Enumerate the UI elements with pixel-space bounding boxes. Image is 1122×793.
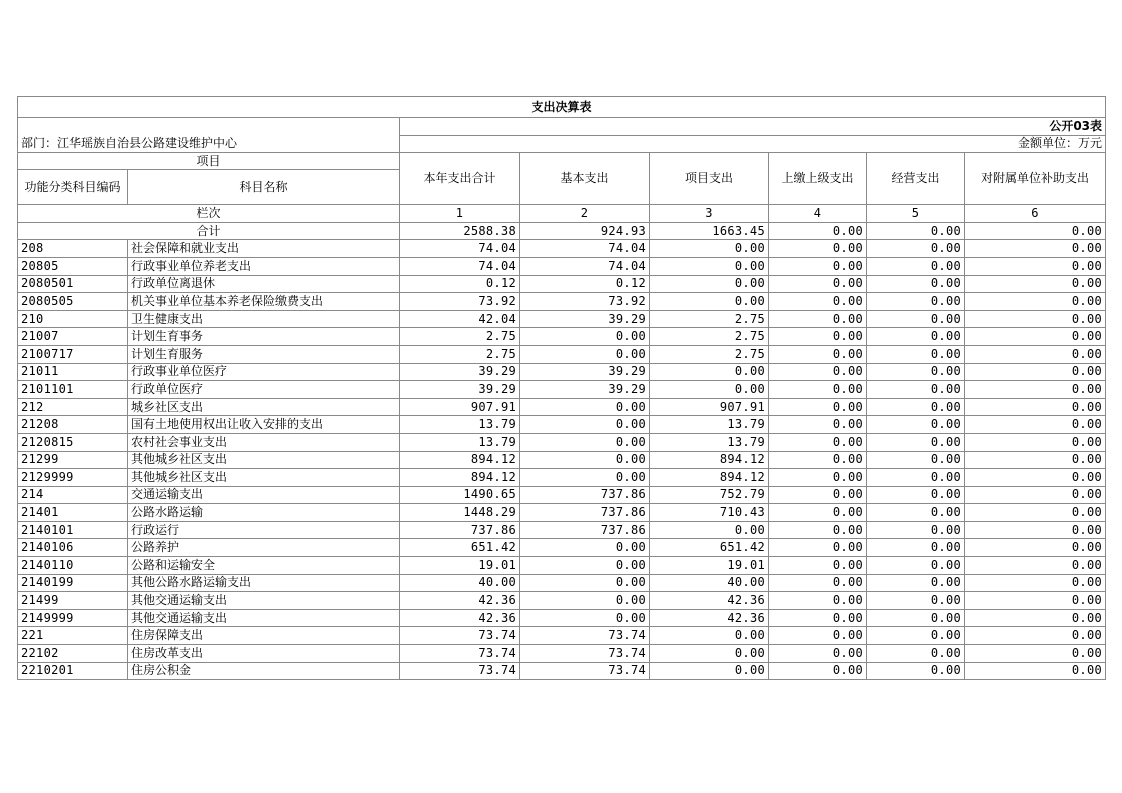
row-code: 2100717 bbox=[18, 345, 128, 363]
row-value: 0.00 bbox=[769, 398, 867, 416]
table-row bbox=[18, 310, 1106, 328]
row-value: 0.00 bbox=[965, 469, 1106, 487]
row-value: 0.00 bbox=[769, 416, 867, 434]
table-row bbox=[18, 433, 1106, 451]
row-value: 0.00 bbox=[650, 662, 769, 680]
row-value: 0.00 bbox=[867, 328, 965, 346]
row-value: 0.00 bbox=[867, 662, 965, 680]
row-value: 0.00 bbox=[769, 451, 867, 469]
table-row bbox=[18, 275, 1106, 293]
row-value: 0.00 bbox=[650, 645, 769, 663]
table-row bbox=[18, 609, 1106, 627]
row-code: 2140110 bbox=[18, 557, 128, 575]
row-value: 0.00 bbox=[867, 293, 965, 311]
row-value: 42.36 bbox=[400, 592, 520, 610]
total-label: 合计 bbox=[18, 222, 400, 240]
row-value: 0.00 bbox=[965, 310, 1106, 328]
row-value: 0.00 bbox=[520, 574, 650, 592]
row-value: 0.00 bbox=[965, 275, 1106, 293]
row-code: 21299 bbox=[18, 451, 128, 469]
table-row bbox=[18, 328, 1106, 346]
row-name: 公路水路运输 bbox=[128, 504, 400, 522]
row-value: 73.74 bbox=[520, 645, 650, 663]
index-num: 1 bbox=[400, 205, 520, 223]
table-row bbox=[18, 257, 1106, 275]
row-name: 行政运行 bbox=[128, 521, 400, 539]
row-value: 0.00 bbox=[769, 275, 867, 293]
row-value: 1448.29 bbox=[400, 504, 520, 522]
row-name: 公路养护 bbox=[128, 539, 400, 557]
row-value: 0.00 bbox=[965, 539, 1106, 557]
row-value: 0.00 bbox=[520, 451, 650, 469]
row-value: 0.00 bbox=[965, 609, 1106, 627]
index-num: 4 bbox=[769, 205, 867, 223]
row-value: 0.00 bbox=[769, 557, 867, 575]
row-value: 0.00 bbox=[769, 363, 867, 381]
row-value: 13.79 bbox=[650, 433, 769, 451]
row-name: 其他交通运输支出 bbox=[128, 592, 400, 610]
row-value: 0.00 bbox=[867, 504, 965, 522]
table-row bbox=[18, 398, 1106, 416]
row-value: 0.00 bbox=[867, 645, 965, 663]
header-col-6: 对附属单位补助支出 bbox=[965, 153, 1106, 205]
row-code: 21499 bbox=[18, 592, 128, 610]
form-code: 公开03表 bbox=[400, 118, 1106, 136]
index-num: 2 bbox=[520, 205, 650, 223]
row-name: 行政单位医疗 bbox=[128, 381, 400, 399]
index-num: 3 bbox=[650, 205, 769, 223]
table-row bbox=[18, 293, 1106, 311]
row-value: 0.00 bbox=[867, 275, 965, 293]
row-value: 0.00 bbox=[769, 310, 867, 328]
row-code: 2149999 bbox=[18, 609, 128, 627]
row-value: 74.04 bbox=[400, 240, 520, 258]
row-value: 894.12 bbox=[650, 451, 769, 469]
row-name: 卫生健康支出 bbox=[128, 310, 400, 328]
total-value: 924.93 bbox=[520, 222, 650, 240]
row-value: 0.00 bbox=[867, 398, 965, 416]
row-value: 13.79 bbox=[650, 416, 769, 434]
row-code: 212 bbox=[18, 398, 128, 416]
row-value: 73.74 bbox=[520, 662, 650, 680]
row-value: 0.00 bbox=[965, 557, 1106, 575]
header-col-2: 基本支出 bbox=[520, 153, 650, 205]
row-value: 0.00 bbox=[520, 557, 650, 575]
row-code: 2210201 bbox=[18, 662, 128, 680]
row-value: 42.36 bbox=[400, 609, 520, 627]
expenditure-statement-sheet bbox=[17, 96, 1105, 680]
row-value: 0.00 bbox=[520, 328, 650, 346]
row-code: 221 bbox=[18, 627, 128, 645]
row-value: 0.00 bbox=[867, 416, 965, 434]
row-value: 0.00 bbox=[769, 240, 867, 258]
row-value: 0.00 bbox=[769, 345, 867, 363]
row-value: 2.75 bbox=[650, 345, 769, 363]
row-code: 22102 bbox=[18, 645, 128, 663]
table-row bbox=[18, 662, 1106, 680]
row-name: 社会保障和就业支出 bbox=[128, 240, 400, 258]
row-value: 0.00 bbox=[965, 293, 1106, 311]
row-code: 2080505 bbox=[18, 293, 128, 311]
table-row bbox=[18, 469, 1106, 487]
row-value: 74.04 bbox=[400, 257, 520, 275]
row-value: 0.00 bbox=[867, 240, 965, 258]
row-value: 0.00 bbox=[965, 662, 1106, 680]
row-value: 0.00 bbox=[520, 416, 650, 434]
row-name: 计划生育事务 bbox=[128, 328, 400, 346]
row-value: 0.00 bbox=[769, 521, 867, 539]
row-value: 0.00 bbox=[965, 257, 1106, 275]
row-value: 0.12 bbox=[400, 275, 520, 293]
row-value: 0.00 bbox=[769, 539, 867, 557]
department-label: 部门：江华瑶族自治县公路建设维护中心 bbox=[18, 135, 400, 153]
table-row bbox=[18, 486, 1106, 504]
row-value: 0.00 bbox=[520, 433, 650, 451]
row-name: 其他城乡社区支出 bbox=[128, 469, 400, 487]
row-code: 2140101 bbox=[18, 521, 128, 539]
row-value: 0.00 bbox=[867, 310, 965, 328]
table-row bbox=[18, 381, 1106, 399]
row-code: 2140199 bbox=[18, 574, 128, 592]
row-value: 0.12 bbox=[520, 275, 650, 293]
row-value: 2.75 bbox=[400, 328, 520, 346]
row-value: 74.04 bbox=[520, 240, 650, 258]
row-value: 894.12 bbox=[400, 469, 520, 487]
row-value: 0.00 bbox=[520, 469, 650, 487]
row-value: 0.00 bbox=[965, 381, 1106, 399]
row-code: 214 bbox=[18, 486, 128, 504]
row-name: 计划生育服务 bbox=[128, 345, 400, 363]
row-value: 73.74 bbox=[400, 662, 520, 680]
row-value: 0.00 bbox=[965, 433, 1106, 451]
row-value: 0.00 bbox=[520, 592, 650, 610]
row-value: 651.42 bbox=[400, 539, 520, 557]
index-num: 5 bbox=[867, 205, 965, 223]
row-code: 2129999 bbox=[18, 469, 128, 487]
row-value: 0.00 bbox=[769, 645, 867, 663]
row-code: 21007 bbox=[18, 328, 128, 346]
row-code: 2140106 bbox=[18, 539, 128, 557]
row-value: 0.00 bbox=[965, 521, 1106, 539]
row-value: 0.00 bbox=[867, 433, 965, 451]
row-value: 0.00 bbox=[769, 486, 867, 504]
row-value: 2.75 bbox=[400, 345, 520, 363]
row-value: 0.00 bbox=[867, 345, 965, 363]
row-value: 0.00 bbox=[650, 240, 769, 258]
header-col-5: 经营支出 bbox=[867, 153, 965, 205]
row-name: 城乡社区支出 bbox=[128, 398, 400, 416]
row-value: 0.00 bbox=[867, 257, 965, 275]
row-value: 651.42 bbox=[650, 539, 769, 557]
row-code: 2101101 bbox=[18, 381, 128, 399]
row-name: 交通运输支出 bbox=[128, 486, 400, 504]
row-name: 行政事业单位医疗 bbox=[128, 363, 400, 381]
row-value: 0.00 bbox=[520, 398, 650, 416]
row-value: 19.01 bbox=[650, 557, 769, 575]
row-value: 0.00 bbox=[965, 645, 1106, 663]
row-value: 0.00 bbox=[769, 504, 867, 522]
table-row bbox=[18, 557, 1106, 575]
total-value: 0.00 bbox=[965, 222, 1106, 240]
row-value: 752.79 bbox=[650, 486, 769, 504]
row-value: 0.00 bbox=[867, 627, 965, 645]
row-value: 73.74 bbox=[400, 645, 520, 663]
table-row bbox=[18, 539, 1106, 557]
row-name: 住房公积金 bbox=[128, 662, 400, 680]
index-num: 6 bbox=[965, 205, 1106, 223]
unit-label: 金额单位：万元 bbox=[400, 135, 1106, 153]
row-value: 0.00 bbox=[965, 574, 1106, 592]
row-value: 0.00 bbox=[867, 592, 965, 610]
row-value: 0.00 bbox=[867, 574, 965, 592]
row-value: 0.00 bbox=[769, 433, 867, 451]
table-row bbox=[18, 521, 1106, 539]
total-value: 0.00 bbox=[867, 222, 965, 240]
row-value: 737.86 bbox=[400, 521, 520, 539]
table-row bbox=[18, 345, 1106, 363]
row-value: 894.12 bbox=[650, 469, 769, 487]
row-value: 0.00 bbox=[769, 662, 867, 680]
header-name: 科目名称 bbox=[128, 170, 400, 205]
row-name: 机关事业单位基本养老保险缴费支出 bbox=[128, 293, 400, 311]
table-row bbox=[18, 451, 1106, 469]
table-row bbox=[18, 240, 1106, 258]
row-name: 住房保障支出 bbox=[128, 627, 400, 645]
row-name: 其他公路水路运输支出 bbox=[128, 574, 400, 592]
expenditure-table bbox=[17, 96, 1106, 680]
row-value: 2.75 bbox=[650, 310, 769, 328]
row-value: 0.00 bbox=[520, 539, 650, 557]
row-code: 21208 bbox=[18, 416, 128, 434]
row-value: 73.92 bbox=[400, 293, 520, 311]
row-code: 208 bbox=[18, 240, 128, 258]
header-code: 功能分类科目编码 bbox=[18, 170, 128, 205]
row-value: 0.00 bbox=[965, 486, 1106, 504]
row-value: 73.92 bbox=[520, 293, 650, 311]
row-value: 0.00 bbox=[867, 539, 965, 557]
row-value: 0.00 bbox=[769, 469, 867, 487]
row-code: 2120815 bbox=[18, 433, 128, 451]
row-value: 0.00 bbox=[769, 328, 867, 346]
row-value: 39.29 bbox=[400, 381, 520, 399]
row-name: 行政事业单位养老支出 bbox=[128, 257, 400, 275]
row-value: 907.91 bbox=[650, 398, 769, 416]
row-value: 0.00 bbox=[867, 363, 965, 381]
row-value: 0.00 bbox=[867, 381, 965, 399]
row-name: 住房改革支出 bbox=[128, 645, 400, 663]
total-value: 0.00 bbox=[769, 222, 867, 240]
row-name: 行政单位离退休 bbox=[128, 275, 400, 293]
row-value: 0.00 bbox=[650, 627, 769, 645]
row-name: 农村社会事业支出 bbox=[128, 433, 400, 451]
row-value: 73.74 bbox=[520, 627, 650, 645]
table-row bbox=[18, 504, 1106, 522]
row-value: 39.29 bbox=[520, 310, 650, 328]
row-value: 737.86 bbox=[520, 521, 650, 539]
row-value: 42.36 bbox=[650, 609, 769, 627]
total-row bbox=[18, 222, 1106, 240]
row-name: 国有土地使用权出让收入安排的支出 bbox=[128, 416, 400, 434]
row-value: 0.00 bbox=[965, 627, 1106, 645]
row-value: 894.12 bbox=[400, 451, 520, 469]
row-name: 其他交通运输支出 bbox=[128, 609, 400, 627]
row-value: 0.00 bbox=[520, 609, 650, 627]
row-value: 0.00 bbox=[650, 275, 769, 293]
header-col-1: 本年支出合计 bbox=[400, 153, 520, 205]
row-value: 0.00 bbox=[965, 328, 1106, 346]
header-col-4: 上缴上级支出 bbox=[769, 153, 867, 205]
row-value: 0.00 bbox=[867, 609, 965, 627]
row-value: 0.00 bbox=[769, 609, 867, 627]
row-value: 737.86 bbox=[520, 486, 650, 504]
row-code: 21011 bbox=[18, 363, 128, 381]
row-value: 2.75 bbox=[650, 328, 769, 346]
table-row bbox=[18, 416, 1106, 434]
total-value: 2588.38 bbox=[400, 222, 520, 240]
row-value: 0.00 bbox=[769, 381, 867, 399]
header-col-3: 项目支出 bbox=[650, 153, 769, 205]
row-value: 0.00 bbox=[867, 469, 965, 487]
row-value: 42.36 bbox=[650, 592, 769, 610]
row-value: 0.00 bbox=[867, 521, 965, 539]
index-label: 栏次 bbox=[18, 205, 400, 223]
row-code: 20805 bbox=[18, 257, 128, 275]
table-row bbox=[18, 645, 1106, 663]
row-value: 0.00 bbox=[965, 451, 1106, 469]
row-value: 0.00 bbox=[867, 451, 965, 469]
table-row bbox=[18, 574, 1106, 592]
total-value: 1663.45 bbox=[650, 222, 769, 240]
row-value: 0.00 bbox=[965, 240, 1106, 258]
table-row bbox=[18, 627, 1106, 645]
row-code: 2080501 bbox=[18, 275, 128, 293]
header-group-project: 项目 bbox=[18, 153, 400, 170]
row-value: 0.00 bbox=[965, 398, 1106, 416]
row-value: 0.00 bbox=[650, 363, 769, 381]
row-value: 0.00 bbox=[769, 592, 867, 610]
row-value: 1490.65 bbox=[400, 486, 520, 504]
row-value: 0.00 bbox=[650, 293, 769, 311]
row-name: 其他城乡社区支出 bbox=[128, 451, 400, 469]
row-value: 39.29 bbox=[520, 381, 650, 399]
table-row bbox=[18, 363, 1106, 381]
row-value: 0.00 bbox=[769, 293, 867, 311]
row-value: 13.79 bbox=[400, 416, 520, 434]
row-value: 0.00 bbox=[867, 557, 965, 575]
row-value: 0.00 bbox=[520, 345, 650, 363]
row-value: 0.00 bbox=[867, 486, 965, 504]
row-value: 0.00 bbox=[769, 257, 867, 275]
row-value: 42.04 bbox=[400, 310, 520, 328]
row-value: 907.91 bbox=[400, 398, 520, 416]
row-value: 0.00 bbox=[769, 627, 867, 645]
row-value: 0.00 bbox=[965, 363, 1106, 381]
row-code: 210 bbox=[18, 310, 128, 328]
table-row bbox=[18, 592, 1106, 610]
row-value: 0.00 bbox=[769, 574, 867, 592]
row-value: 710.43 bbox=[650, 504, 769, 522]
row-value: 40.00 bbox=[400, 574, 520, 592]
row-value: 40.00 bbox=[650, 574, 769, 592]
row-value: 0.00 bbox=[965, 592, 1106, 610]
row-value: 74.04 bbox=[520, 257, 650, 275]
row-value: 73.74 bbox=[400, 627, 520, 645]
row-value: 737.86 bbox=[520, 504, 650, 522]
row-value: 0.00 bbox=[650, 521, 769, 539]
row-value: 39.29 bbox=[400, 363, 520, 381]
row-value: 0.00 bbox=[965, 345, 1106, 363]
row-value: 13.79 bbox=[400, 433, 520, 451]
table-title: 支出决算表 bbox=[18, 97, 1106, 118]
row-value: 0.00 bbox=[965, 416, 1106, 434]
row-value: 0.00 bbox=[650, 381, 769, 399]
row-name: 公路和运输安全 bbox=[128, 557, 400, 575]
row-value: 0.00 bbox=[650, 257, 769, 275]
row-value: 19.01 bbox=[400, 557, 520, 575]
row-value: 39.29 bbox=[520, 363, 650, 381]
row-value: 0.00 bbox=[965, 504, 1106, 522]
row-code: 21401 bbox=[18, 504, 128, 522]
